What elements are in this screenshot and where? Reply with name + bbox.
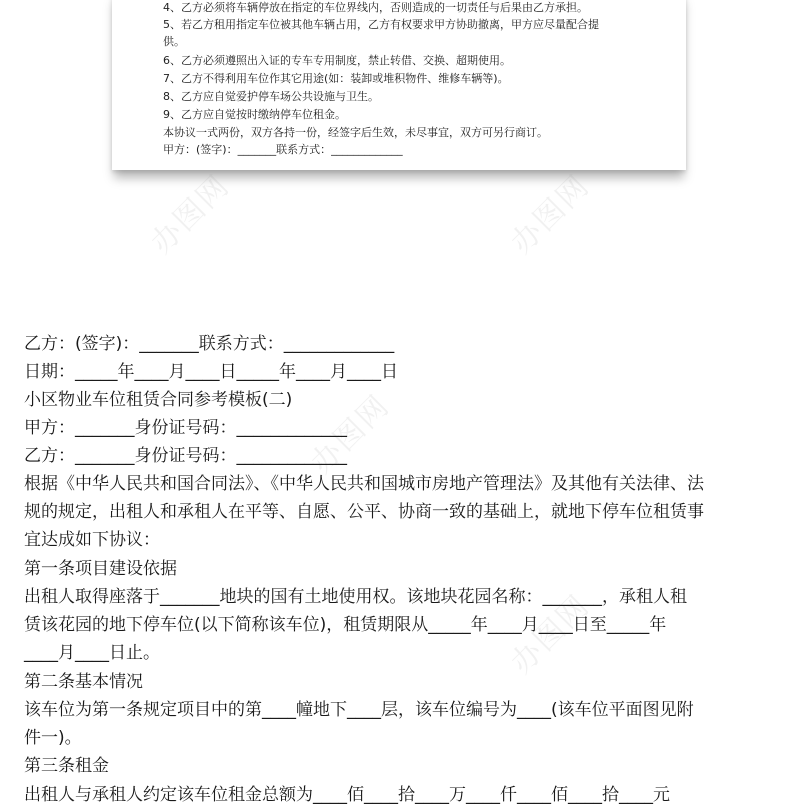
watermark: 办图网: [304, 388, 397, 481]
watermark: 办图网: [504, 168, 597, 261]
paragraph-line: ____月____日止。: [24, 643, 160, 663]
card-line: 6、乙方必须遵照出入证的专车专用制度，禁止转借、交换、超期使用。: [163, 54, 511, 67]
paragraph-line: 宜达成如下协议：: [24, 530, 160, 550]
paragraph-line: 赁该花园的地下停车位(以下简称该车位)，租赁期限从_____年____月____日至_____年: [24, 615, 667, 635]
card-line: 供。: [163, 35, 185, 48]
watermark: 办图网: [144, 168, 237, 261]
paragraph-line: 根据《中华人民共和国合同法》、《中华人民共和国城市房地产管理法》及其他有关法律、法: [24, 474, 704, 494]
document-card: [112, 0, 686, 170]
document-title: 小区物业车位租赁合同参考模板(二): [24, 390, 293, 410]
card-line: 9、乙方应自觉按时缴纳停车位租金。: [163, 108, 346, 121]
paragraph-line: 出租人取得座落于_______地块的国有土地使用权。该地块花园名称：_______，承租人租: [24, 587, 687, 607]
party-b-line: 乙方：_______身份证号码：_____________: [24, 446, 347, 466]
section-heading: 第二条基本情况: [24, 672, 143, 692]
party-a-line: 甲方：_______身份证号码：_____________: [24, 418, 347, 438]
paragraph-line: 件一)。: [24, 728, 82, 748]
paragraph-line: 出租人与承租人约定该车位租金总额为____佰____拾____万____仟____佰____拾____元: [24, 785, 670, 805]
party-b-signature-line: 乙方：(签字)：_______联系方式：_____________: [24, 334, 395, 354]
card-line: 7、乙方不得利用车位作其它用途(如：装卸或堆积物件、维修车辆等)。: [163, 72, 509, 85]
paragraph-line: 该车位为第一条规定项目中的第____幢地下____层，该车位编号为____(该车位平面图见附: [24, 700, 694, 720]
date-line: 日期：_____年____月____日_____年____月____日: [24, 362, 398, 382]
section-heading: 第三条租金: [24, 756, 109, 776]
section-heading: 第一条项目建设依据: [24, 559, 177, 579]
card-line: 8、乙方应自觉爱护停车场公共设施与卫生。: [163, 90, 379, 103]
card-line: 甲方：(签字)：_______联系方式：_____________: [163, 143, 403, 156]
watermark: 办图网: [504, 588, 597, 681]
paragraph-line: 规的规定，出租人和承租人在平等、自愿、公平、协商一致的基础上，就地下停车位租赁事: [24, 502, 704, 522]
card-line: 5、若乙方租用指定车位被其他车辆占用，乙方有权要求甲方协助撤离，甲方应尽量配合提: [163, 18, 599, 31]
card-line: 4、乙方必须将车辆停放在指定的车位界线内，否则造成的一切责任与后果由乙方承担。: [163, 1, 588, 14]
card-line: 本协议一式两份，双方各持一份，经签字后生效，未尽事宜，双方可另行商订。: [163, 126, 548, 139]
